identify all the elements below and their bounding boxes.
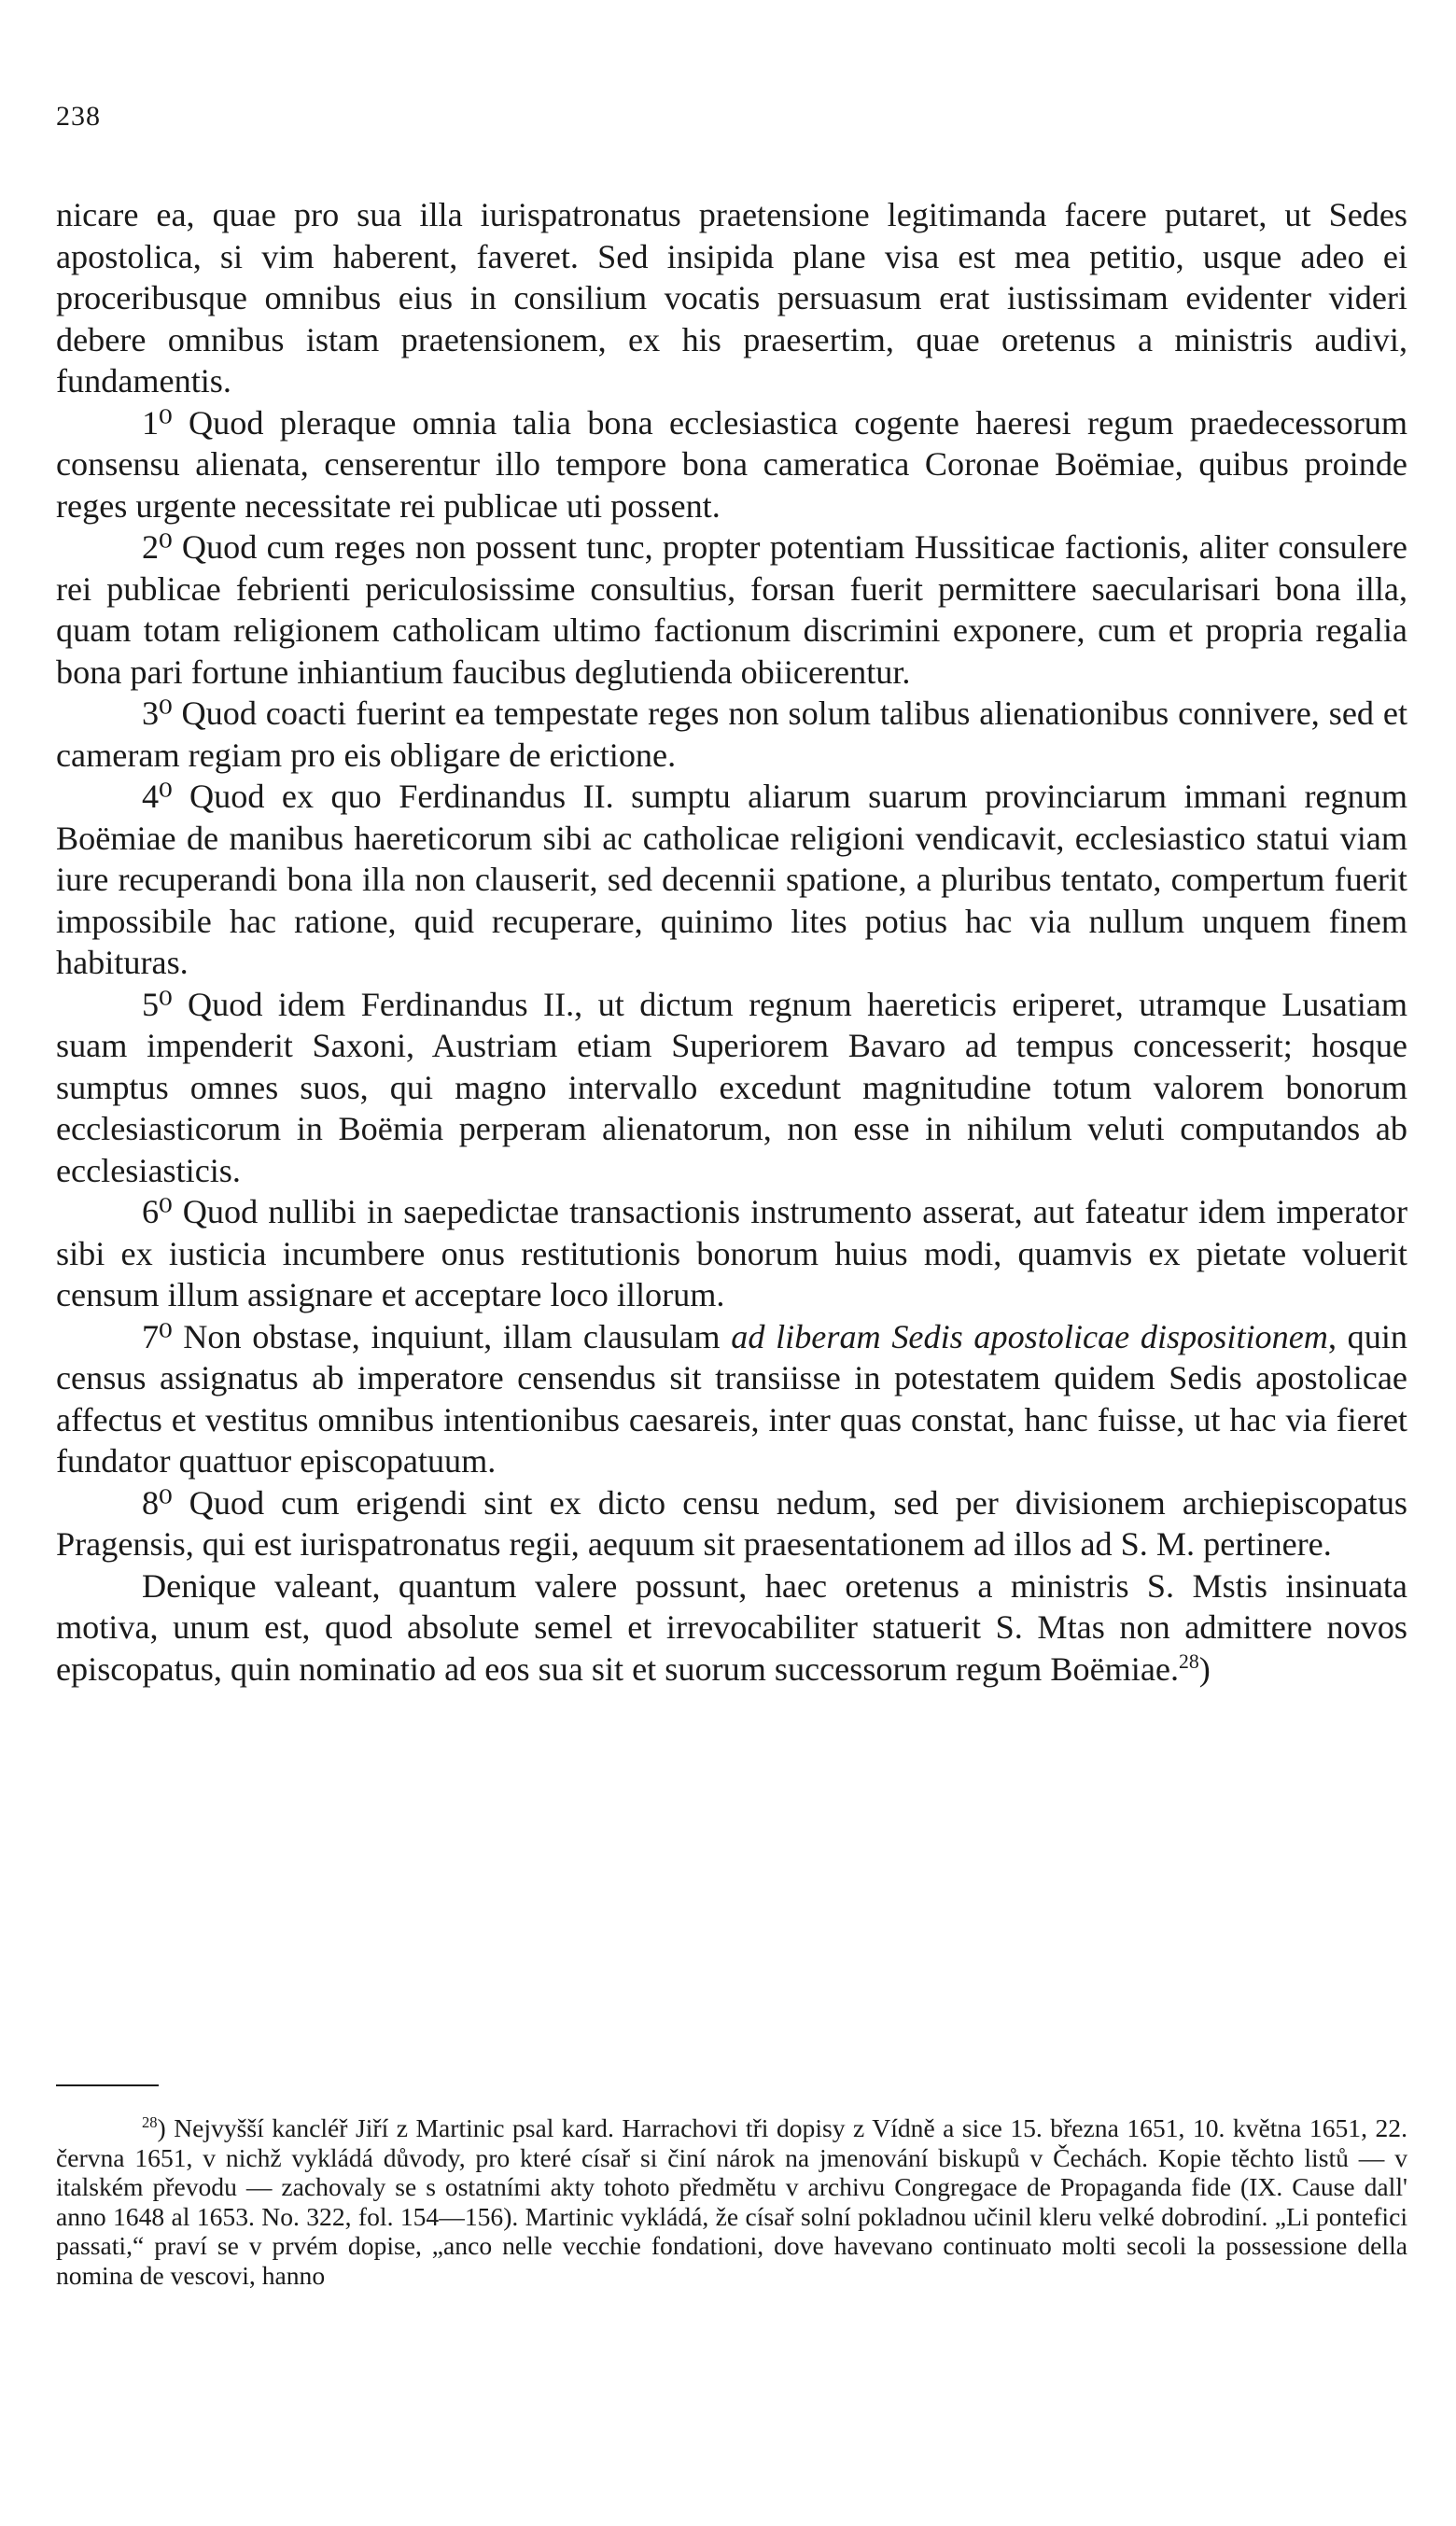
footnote-reference-close: ) [1198,1649,1211,1688]
footnote-28 [56,2113,1407,2290]
main-text [56,194,1407,1690]
footnote-divider [56,2084,159,2086]
paragraph-point-4: 4⁰ Quod ex quo Ferdinandus II. sumptu aliarum suarum provinciarum immani regnum Boëmiae de manibus haereticorum sibi ac catholicae religioni vendicavit, ecclesiastico statui viam iure recuperandi bona illa non clauserit, sed decennii spatione, a pluribus tentato, compertum fuerit impossibile hac ratione, quid recuperare, quinimo lites potius hac via nullum unquem finem habituras. [56,778,1407,981]
footnote-reference: 28 [1179,1649,1199,1673]
paragraph-point-7 [56,1316,1407,1482]
paragraph-continuation: nicare ea, quae pro sua illa iurispatronatus praetensione legitimanda facere putaret, ut Sedes apostolica, si vim haberent, faveret. Sed insipida plane visa est mea petitio, usque adeo ei proceribusque omnibus eius in consilium vocatis persuasum erat iustissimam evidenter videri debere omnibus istam praetensionem, ex his praesertim, quae oretenus a ministris audivi, fundamentis. [56,196,1407,400]
point-7-rest: , quin census assignatus ab imperatore censendus sit transiisse in potestatem quidem Sedis apostolicae affectus et vestitus omnibus intentionibus caesareis, inter quas constat, hanc fuisse, ut hac via fieret fundator quattuor episcopatuum. [56,1317,1408,1480]
conclusion-text: Denique valeant, quantum valere possunt, haec oretenus a ministris S. Mstis insinuata motiva, unum est, quod absolute semel et irrevocabiliter statuerit S. Mtas non admittere novos episcopatus, quin nominatio ad eos sua sit et suorum successorum regum Boëmiae. [56,1566,1407,1688]
footnote-text: ) Nejvyšší kancléř Jiří z Martinic psal kard. Harrachovi tři dopisy z Vídně a sice 15. března 1651, 10. května 1651, 22. června 1651, v nichž vykládá důvody, pro které císař si činí nárok na jmenování biskupů v Čechách. Kopie těchto listů — v italském převodu — zachovaly se s ostatními akty tohoto předmětu v archivu Congregace de Propaganda fide (IX. Cause dall' anno 1648 al 1653. No. 322, fol. 154—156). Martinic vykládá, že císař solní pokladnou učinil kleru velké dobrodiní. „Li pontefici passati,“ praví se v prvém dopise, „anco nelle vecchie fondationi, dove havevano continuato molti secoli la possessione della nomina de vescovi, hanno [56,2113,1407,2290]
point-7-lead: 7⁰ Non obstase, inquiunt, illam clausulam [142,1317,732,1355]
footnotes [56,2113,1407,2290]
paragraph-point-8: 8⁰ Quod cum erigendi sint ex dicto censu nedum, sed per divisionem archiepiscopatus Pragensis, qui est iurispatronatus regii, aequum sit praesentationem ad illos ad S. M. pertinere. [56,1483,1407,1563]
footnote-marker: 28 [142,2112,158,2131]
paragraph-point-5: 5⁰ Quod idem Ferdinandus II., ut dictum regnum haereticis eriperet, utramque Lusatiam suam impenderit Saxoni, Austriam etiam Superiorem Bavaro ad tempus concesserit; hosque sumptus omnes suos, qui magno intervallo excedunt magnitudine totum valorem bonorum ecclesiasticorum in Boëmia perperam alienatorum, non esse in nihilum veluti computandos ab ecclesiasticis. [56,985,1407,1189]
paragraph-point-3: 3⁰ Quod coacti fuerint ea tempestate reges non solum talibus alienationibus connivere, sed et cameram regiam pro eis obligare de erictione. [56,695,1407,774]
page-number: 238 [56,101,101,132]
paragraph-point-1: 1⁰ Quod pleraque omnia talia bona ecclesiastica cogente haeresi regum praedecessorum consensu alienata, censerentur illo tempore bona cameratica Coronae Boëmiae, quibus proinde reges urgente necessitate rei publicae uti possent. [56,403,1407,525]
paragraph-point-6: 6⁰ Quod nullibi in saepedictae transactionis instrumento asserat, aut fateatur idem imperator sibi ex iusticia incumbere onus restitutionis bonorum huius modi, quamvis ex pietate voluerit censum illum assignare et acceptare loco illorum. [56,1193,1407,1313]
paragraph-conclusion [56,1565,1407,1691]
italic-clause: ad liberam Sedis apostolicae dispositionem [731,1317,1328,1355]
paragraph-point-2: 2⁰ Quod cum reges non possent tunc, propter potentiam Hussiticae factionis, aliter consulere rei publicae febrienti periculosissime consultius, forsan fuerit permittere saecularisari bona illa, quam totam religionem catholicam ultimo factionum discrimini exponere, cum et propria regalia bona pari fortune inhiantium faucibus deglutienda obiicerentur. [56,528,1407,691]
